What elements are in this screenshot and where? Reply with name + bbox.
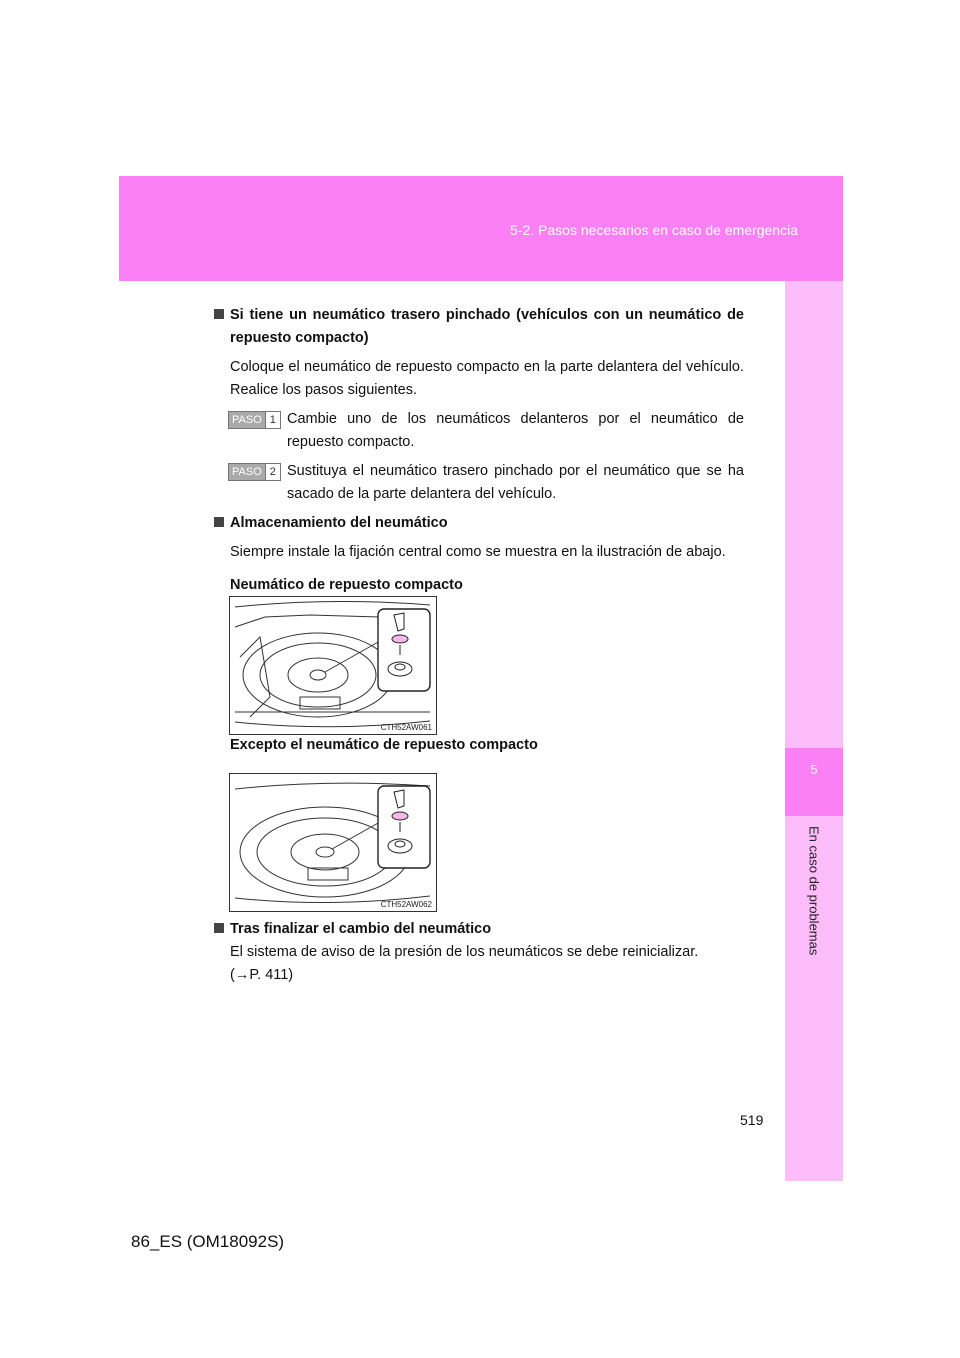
after-section	[214, 918, 744, 987]
chapter-number: 5	[785, 748, 843, 816]
rear-flat-body: Coloque el neumático de repuesto compacto en la parte delantera del vehículo. Realice los pasos siguientes.	[230, 359, 744, 398]
step-text: Cambie uno de los neumáticos delanteros por el neumático de repuesto compacto.	[287, 411, 744, 450]
after-body: El sistema de aviso de la presión de los neumáticos se debe reinicializar.	[230, 944, 699, 960]
figure-code: CTH52AW062	[380, 900, 432, 909]
standard-tire-trunk-drawing	[230, 774, 436, 911]
footer-code: 86_ES (OM18092S)	[131, 1232, 285, 1251]
main-content	[214, 304, 744, 597]
bullet-square-icon	[214, 923, 224, 933]
standard-tire-illustration	[229, 773, 437, 912]
figure-caption-2: Excepto el neumático de repuesto compacto	[230, 737, 538, 753]
step-2	[214, 460, 744, 506]
compact-spare-illustration	[229, 596, 437, 735]
section-title: 5-2. Pasos necesarios en caso de emergencia	[510, 222, 798, 238]
storage-body: Siempre instale la fijación central como se muestra en la ilustración de abajo.	[230, 544, 726, 560]
step-badge: PASO 2	[228, 463, 281, 481]
bullet-square-icon	[214, 309, 224, 319]
step-badge: PASO 1	[228, 411, 281, 429]
page-number: 519	[740, 1112, 764, 1128]
chapter-label: En caso de problemas	[806, 826, 822, 956]
figure-code: CTH52AW061	[380, 723, 432, 732]
bullet-square-icon	[214, 517, 224, 527]
step-text: Sustituya el neumático trasero pinchado por el neumático que se ha sacado de la parte delantera del vehículo.	[287, 463, 744, 502]
after-heading: Tras finalizar el cambio del neumático	[214, 918, 744, 941]
page-reference: (→P. 411)	[230, 967, 294, 983]
rear-flat-heading: Si tiene un neumático trasero pinchado (vehículos con un neumático de repuesto compacto)	[214, 304, 744, 350]
step-1	[214, 408, 744, 454]
storage-heading: Almacenamiento del neumático	[214, 512, 744, 535]
spare-tire-trunk-drawing	[230, 597, 436, 734]
header-band	[119, 176, 843, 281]
chapter-side-tab	[785, 281, 843, 1181]
figure-caption-1: Neumático de repuesto compacto	[230, 577, 463, 593]
